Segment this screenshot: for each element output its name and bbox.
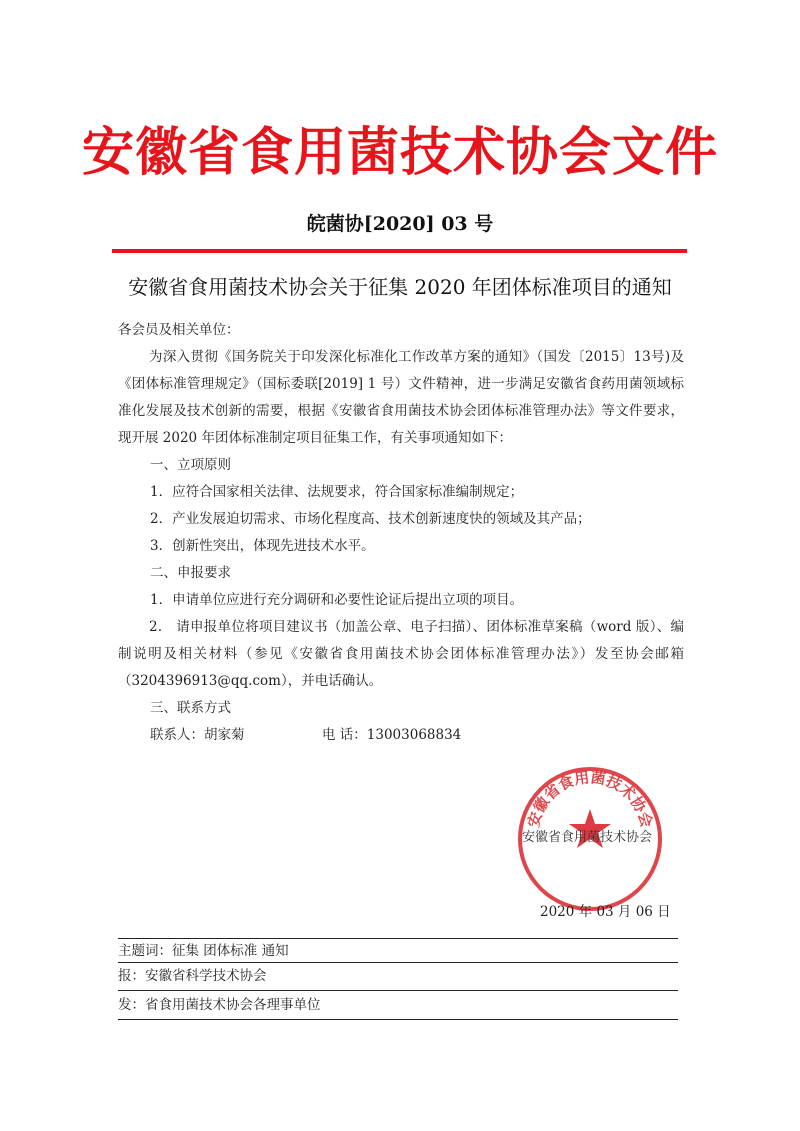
footer-rule	[118, 990, 678, 991]
section1-item: 2．产业发展迫切需求、市场化程度高、技术创新速度快的领域及其产品；	[150, 511, 591, 527]
seal-arc-text: 安徽省食用菌技术协会	[524, 768, 656, 830]
contact-person: 联系人：胡家菊	[150, 727, 245, 743]
document-number: 皖菌协[2020] 03 号	[306, 213, 494, 235]
footer-rule	[118, 938, 678, 939]
section1-item: 3．创新性突出，体现先进技术水平。	[150, 538, 375, 554]
section1-heading: 一、立项原则	[150, 457, 231, 473]
footer-rule	[118, 962, 678, 963]
section2-item-2: 2． 请申报单位将项目建议书（加盖公章、电子扫描）、团体标准草案稿（word 版）、编制说明及相关材料（参见《安徽省食用菌技术协会团体标准管理办法》）发至协会邮箱（3204396913@qq.com），并电话确认。	[118, 619, 684, 689]
section3-heading: 三、联系方式	[150, 700, 231, 716]
contact-phone: 电 话：13003068834	[322, 727, 462, 743]
issue-date: 2020 年 03 月 06 日	[540, 904, 671, 920]
footer-send-to: 发：省食用菌技术协会各理事单位	[118, 997, 321, 1013]
red-divider	[112, 249, 687, 253]
salutation: 各会员及相关单位：	[118, 322, 240, 338]
notice-title: 安徽省食用菌技术协会关于征集 2020 年团体标准项目的通知	[128, 275, 672, 299]
intro-paragraph: 为深入贯彻《国务院关于印发深化标准化工作改革方案的通知》（国发〔2015〕13号)及《团体标准管理规定》（国标委联[2019] 1 号）文件精神，进一步满足安徽省食药用菌领域标准化发展及技术创新的需要，根据《安徽省食用菌技术协会团体标准管理办法》等文件要求，现开展 2020 年团体标准制定项目征集工作，有关事项通知如下：	[118, 349, 684, 446]
footer-rule	[118, 1019, 678, 1020]
section1-item: 1．应符合国家相关法律、法规要求，符合国家标准编制规定；	[150, 484, 524, 500]
footer-keywords: 主题词：征集 团体标准 通知	[118, 943, 289, 959]
masthead-title: 安徽省食用菌技术协会文件	[81, 123, 718, 183]
section2-heading: 二、申报要求	[150, 565, 231, 581]
seal-organization-name: 安徽省食用菌技术协会	[522, 830, 653, 845]
footer-report-to: 报：安徽省科学技术协会	[118, 968, 267, 984]
section2-item: 1．申请单位应进行充分调研和必要性论证后提出立项的项目。	[150, 592, 524, 608]
